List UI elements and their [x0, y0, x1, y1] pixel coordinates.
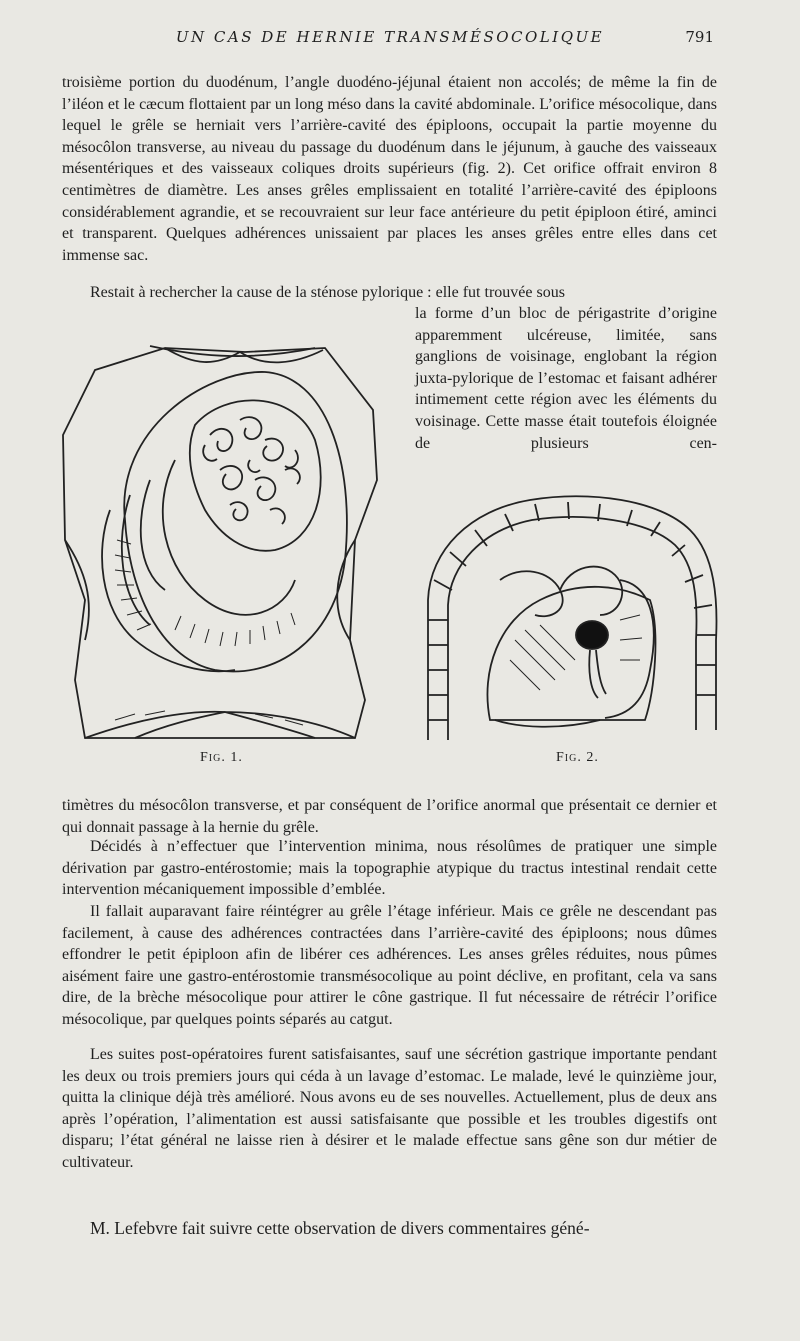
running-head [0, 28, 800, 50]
paragraph-7: M. Lefebvre fait suivre cette observation de divers commentaires géné- [90, 1218, 590, 1238]
paragraph-6: Les suites post-opératoires furent satisfaisantes, sauf une sécrétion gastrique importante pendant les deux ou trois premiers jours qui céda à un lavage d’estomac. Le malade, levé le quinzième jour, quitta la clinique déjà très amélioré. Nous avons eu de ses nouvelles. Actuellement, plus de deux ans après l’opération, l’alimentation est aussi satisfaisante que possible et les troubles digestifs ont disparu; l’état général ne laisse rien à désirer et le malade effectue sans gêne son dur métier de cultivateur. [62, 1046, 717, 1171]
paragraph-2-wrapped-column: la forme d’un bloc de périgastrite d’origine apparemment ulcéreuse, limitée, sans ganglions de voisinage, englobant la région juxta-pylorique de l’estomac et faisant adhérer intimement cette région avec les éléments du voisinage. Cette masse était toutefois éloignée de plusieurs cen- [415, 305, 717, 452]
running-title: UN CAS DE HERNIE TRANSMÉSOCOLIQUE [175, 28, 605, 46]
figure-1-illustration [55, 340, 385, 740]
figure-1-drawing [55, 340, 385, 740]
paragraph-5: Il fallait auparavant faire réintégrer au grêle l’étage inférieur. Mais ce grêle ne descendant pas facilement, à cause des adhérences contractées dans l’arrière-cavité des épiploons; nous dûmes effondrer le petit épiploon afin de libérer ces adhérences. Les anses grêles réduites, nous pûmes aisément faire une gastro-entérostomie transmésocolique au point déclive, en profitant, cela va sans dire, de la brèche mésocolique pour attirer le cône gastrique. Il fut nécessaire de rétrécir l’orifice mésocolique, par quelques points séparés au catgut. [62, 903, 717, 1028]
figure-2-caption: Fig. 2. [556, 750, 599, 765]
figure-1-caption: Fig. 1. [200, 750, 243, 765]
paragraph-1: troisième portion du duodénum, l’angle duodéno-jéjunal étaient non accolés; de même la fin de l’iléon et le cæcum flottaient par un long méso dans la cavité abdominale. L’orifice mésocolique, dans lequel le grêle se herniait vers l’arrière-cavité des épiploons, occupait la partie moyenne du mésocôlon transverse, au niveau du passage du duodénum dans le jéjunum, à gauche des vaisseaux mésentériques et des vaisseaux coliques droits supérieurs (fig. 2). Cet orifice offrait environ 8 centimètres de diamètre. Les anses grêles emplissaient en totalité l’arrière-cavité des épiploons considérablement agrandie, et se recouvraient sur leur face antérieure du petit épiploon étiré, aminci et transparent. Quelques adhérences unissaient par places les anses grêles entre elles dans cet immense sac. [62, 74, 717, 264]
paragraph-4: Décidés à n’effectuer que l’intervention minima, nous résolûmes de pratiquer une simple dérivation par gastro-entérostomie; mais la topographie atypique du tractus intestinal rendait cette intervention mécaniquement impossible d’emblée. [62, 838, 717, 899]
paragraph-3: timètres du mésocôlon transverse, et par conséquent de l’orifice anormal que présentait ce dernier et qui donnait passage à la hernie du grêle. [62, 797, 717, 836]
paragraph-2-first-line: Restait à rechercher la cause de la sténose pylorique : elle fut trouvée sous [90, 284, 565, 301]
figure-2-illustration [420, 490, 725, 745]
figure-2-drawing [420, 490, 725, 745]
page-number: 791 [685, 28, 714, 46]
